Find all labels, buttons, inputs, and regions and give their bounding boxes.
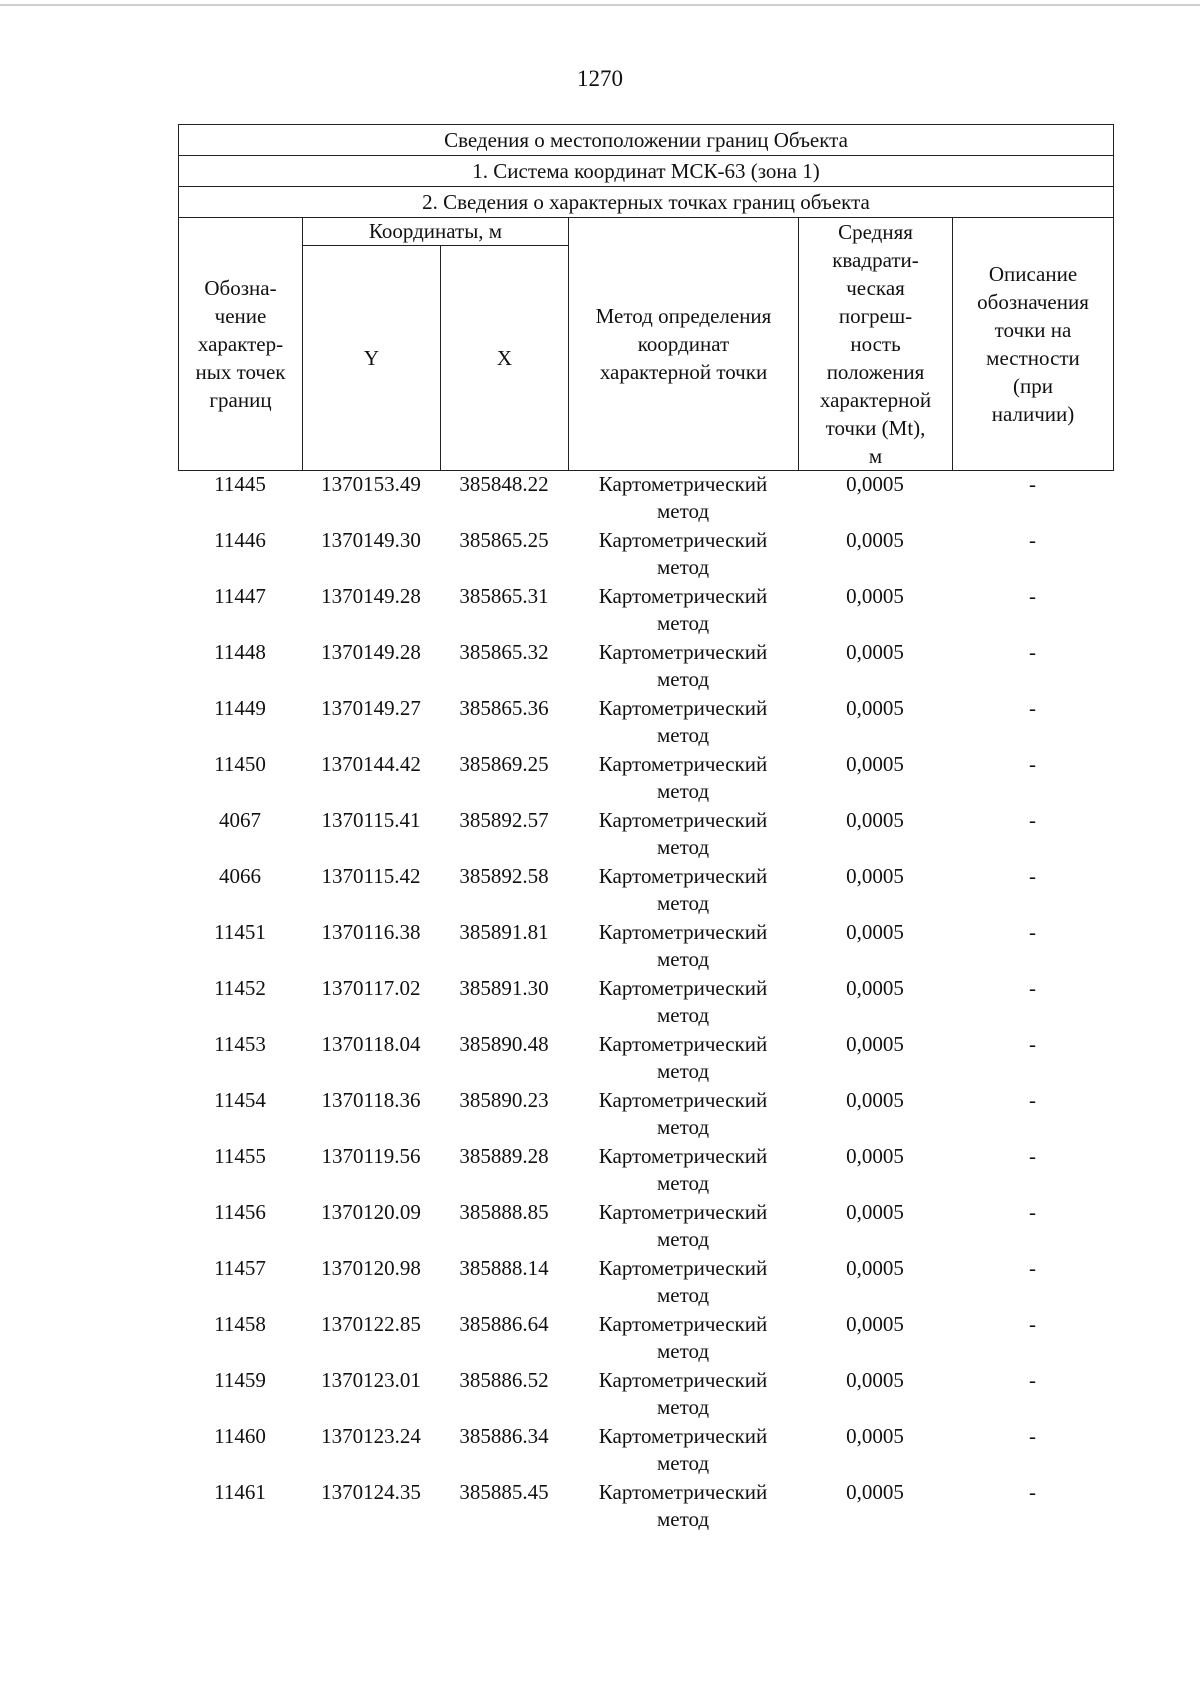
description-cell: - [1029, 1032, 1036, 1056]
column-header-designation: Обозна- чение характер- ных точек границ [179, 218, 303, 471]
method-line: Картометрический [598, 584, 768, 608]
coord-x-cell: 385886.52 [459, 1368, 549, 1392]
method-line: Картометрический [598, 864, 768, 888]
method-cell [568, 527, 798, 583]
point-id-cell: 4067 [219, 808, 261, 832]
error-cell: 0,0005 [846, 1312, 904, 1336]
point-id-cell: 11455 [214, 1144, 266, 1168]
description-cell: - [1029, 920, 1036, 944]
description-cell: - [1029, 864, 1036, 888]
method-cell [568, 471, 798, 527]
point-id-cell: 4066 [219, 864, 261, 888]
description-cell: - [1029, 808, 1036, 832]
method-line: Картометрический [598, 1032, 768, 1056]
coord-y-cell: 1370122.85 [321, 1312, 421, 1336]
method-line: метод [656, 1171, 710, 1195]
method-line: метод [656, 667, 710, 691]
error-cell: 0,0005 [846, 1144, 904, 1168]
error-cell: 0,0005 [846, 976, 904, 1000]
table-row [178, 527, 1113, 583]
coord-y-cell: 1370118.04 [321, 1032, 421, 1056]
method-line: метод [656, 779, 710, 803]
column-header-coordinates: Координаты, м [303, 218, 569, 246]
point-id-cell: 11445 [214, 472, 266, 496]
column-header-y: Y [303, 246, 441, 471]
coordinate-system: 1. Система координат МСК-63 (зона 1) [179, 156, 1114, 187]
error-cell: 0,0005 [846, 1424, 904, 1448]
coord-x-cell: 385865.32 [459, 640, 549, 664]
point-id-cell: 11450 [214, 752, 266, 776]
coord-x-cell: 385890.48 [459, 1032, 549, 1056]
coord-y-cell: 1370118.36 [321, 1088, 421, 1112]
method-line: Картометрический [598, 1256, 768, 1280]
method-cell [568, 1031, 798, 1087]
error-cell: 0,0005 [846, 1088, 904, 1112]
section-title: 2. Сведения о характерных точках границ объекта [179, 187, 1114, 218]
table-row [178, 863, 1113, 919]
point-id-cell: 11451 [214, 920, 266, 944]
column-header-x: X [441, 246, 569, 471]
table-row [178, 919, 1113, 975]
description-cell: - [1029, 1368, 1036, 1392]
coord-y-cell: 1370123.24 [321, 1424, 421, 1448]
point-id-cell: 11456 [214, 1200, 266, 1224]
method-cell [568, 695, 798, 751]
point-id-cell: 11446 [214, 528, 266, 552]
coord-x-cell: 385848.22 [459, 472, 549, 496]
table-row [178, 1087, 1113, 1143]
method-line: метод [656, 1283, 710, 1307]
method-line: Картометрический [598, 1480, 768, 1504]
description-cell: - [1029, 752, 1036, 776]
method-cell [568, 1199, 798, 1255]
coord-y-cell: 1370115.41 [321, 808, 421, 832]
coord-y-cell: 1370120.09 [321, 1200, 421, 1224]
table-row [178, 751, 1113, 807]
method-line: Картометрический [598, 1144, 768, 1168]
method-line: Картометрический [598, 920, 768, 944]
method-line: Картометрический [598, 808, 768, 832]
coord-y-cell: 1370117.02 [321, 976, 421, 1000]
description-cell: - [1029, 1200, 1036, 1224]
method-line: метод [656, 1339, 710, 1363]
description-cell: - [1029, 1480, 1036, 1504]
method-cell [568, 863, 798, 919]
table-row [178, 1143, 1113, 1199]
table-row [178, 1031, 1113, 1087]
description-cell: - [1029, 472, 1036, 496]
description-cell: - [1029, 976, 1036, 1000]
method-cell [568, 1423, 798, 1479]
error-cell: 0,0005 [846, 808, 904, 832]
method-line: метод [656, 499, 710, 523]
method-line: Картометрический [598, 1368, 768, 1392]
coord-y-cell: 1370149.30 [321, 528, 421, 552]
coord-y-cell: 1370149.28 [321, 640, 421, 664]
table-row [178, 639, 1113, 695]
coord-x-cell: 385890.23 [459, 1088, 549, 1112]
method-line: метод [656, 1395, 710, 1419]
point-id-cell: 11461 [214, 1480, 266, 1504]
description-cell: - [1029, 1088, 1036, 1112]
coord-x-cell: 385892.57 [459, 808, 549, 832]
method-line: Картометрический [598, 1424, 768, 1448]
coord-y-cell: 1370144.42 [321, 752, 421, 776]
coord-y-cell: 1370153.49 [321, 472, 421, 496]
point-id-cell: 11454 [214, 1088, 266, 1112]
method-line: метод [656, 723, 710, 747]
description-cell: - [1029, 696, 1036, 720]
table-row [178, 1367, 1113, 1423]
method-line: Картометрический [598, 472, 768, 496]
method-line: метод [656, 891, 710, 915]
error-cell: 0,0005 [846, 1480, 904, 1504]
method-cell [568, 1087, 798, 1143]
table-header [178, 124, 1114, 471]
point-id-cell: 11453 [214, 1032, 266, 1056]
table-row [178, 1479, 1113, 1535]
method-line: метод [656, 1059, 710, 1083]
method-cell [568, 639, 798, 695]
table-row [178, 975, 1113, 1031]
error-cell: 0,0005 [846, 1032, 904, 1056]
description-cell: - [1029, 1144, 1036, 1168]
description-cell: - [1029, 1312, 1036, 1336]
error-cell: 0,0005 [846, 1368, 904, 1392]
coord-y-cell: 1370124.35 [321, 1480, 421, 1504]
point-id-cell: 11447 [214, 584, 266, 608]
method-line: метод [656, 1115, 710, 1139]
method-line: Картометрический [598, 976, 768, 1000]
error-cell: 0,0005 [846, 864, 904, 888]
method-line: метод [656, 555, 710, 579]
coord-y-cell: 1370116.38 [321, 920, 421, 944]
coord-x-cell: 385865.25 [459, 528, 549, 552]
table-row [178, 1199, 1113, 1255]
coord-x-cell: 385865.31 [459, 584, 549, 608]
coord-x-cell: 385889.28 [459, 1144, 549, 1168]
coord-x-cell: 385886.64 [459, 1312, 549, 1336]
table-row [178, 1311, 1113, 1367]
method-cell [568, 583, 798, 639]
method-line: Картометрический [598, 696, 768, 720]
method-line: метод [656, 1227, 710, 1251]
point-id-cell: 11452 [214, 976, 266, 1000]
description-cell: - [1029, 640, 1036, 664]
method-line: метод [656, 1003, 710, 1027]
method-line: Картометрический [598, 1088, 768, 1112]
error-cell: 0,0005 [846, 584, 904, 608]
table-title: Сведения о местоположении границ Объекта [179, 125, 1114, 156]
method-line: метод [656, 1451, 710, 1475]
coord-y-cell: 1370149.28 [321, 584, 421, 608]
coord-x-cell: 385888.85 [459, 1200, 549, 1224]
point-id-cell: 11460 [214, 1424, 266, 1448]
method-line: Картометрический [598, 528, 768, 552]
column-header-method: Метод определения координат характерной точки [569, 218, 799, 471]
column-header-description: Описание обозначения точки на местности (при наличии) [953, 218, 1114, 471]
coord-y-cell: 1370123.01 [321, 1368, 421, 1392]
coord-y-cell: 1370120.98 [321, 1256, 421, 1280]
method-cell [568, 1143, 798, 1199]
table-row [178, 695, 1113, 751]
coordinates-table [178, 471, 1113, 1535]
method-cell [568, 1311, 798, 1367]
coord-x-cell: 385891.30 [459, 976, 549, 1000]
page-number: 1270 [577, 66, 623, 91]
table-row [178, 471, 1113, 527]
method-cell [568, 807, 798, 863]
method-cell [568, 1367, 798, 1423]
coord-x-cell: 385892.58 [459, 864, 549, 888]
error-cell: 0,0005 [846, 1256, 904, 1280]
description-cell: - [1029, 528, 1036, 552]
coord-y-cell: 1370119.56 [321, 1144, 421, 1168]
table-row [178, 583, 1113, 639]
point-id-cell: 11449 [214, 696, 266, 720]
table-row [178, 1423, 1113, 1479]
error-cell: 0,0005 [846, 1200, 904, 1224]
coord-x-cell: 385865.36 [459, 696, 549, 720]
coord-y-cell: 1370149.27 [321, 696, 421, 720]
point-id-cell: 11448 [214, 640, 266, 664]
coord-y-cell: 1370115.42 [321, 864, 421, 888]
coord-x-cell: 385886.34 [459, 1424, 549, 1448]
coord-x-cell: 385869.25 [459, 752, 549, 776]
error-cell: 0,0005 [846, 696, 904, 720]
coord-x-cell: 385885.45 [459, 1480, 549, 1504]
point-id-cell: 11459 [214, 1368, 266, 1392]
description-cell: - [1029, 1424, 1036, 1448]
method-cell [568, 1479, 798, 1535]
coord-x-cell: 385888.14 [459, 1256, 549, 1280]
scan-edge-line [0, 4, 1200, 6]
coord-x-cell: 385891.81 [459, 920, 549, 944]
error-cell: 0,0005 [846, 920, 904, 944]
method-line: Картометрический [598, 1312, 768, 1336]
method-line: метод [656, 947, 710, 971]
error-cell: 0,0005 [846, 528, 904, 552]
error-cell: 0,0005 [846, 472, 904, 496]
error-cell: 0,0005 [846, 752, 904, 776]
description-cell: - [1029, 1256, 1036, 1280]
method-line: метод [656, 835, 710, 859]
error-cell: 0,0005 [846, 640, 904, 664]
method-line: Картометрический [598, 640, 768, 664]
method-line: метод [656, 611, 710, 635]
method-line: Картометрический [598, 1200, 768, 1224]
method-line: метод [656, 1507, 710, 1531]
table-row [178, 807, 1113, 863]
method-cell [568, 919, 798, 975]
column-header-error: Средняя квадрати- ческая погреш- ность положения характерной точки (Mt), м [799, 218, 953, 471]
point-id-cell: 11457 [214, 1256, 266, 1280]
point-id-cell: 11458 [214, 1312, 266, 1336]
method-cell [568, 1255, 798, 1311]
method-cell [568, 975, 798, 1031]
description-cell: - [1029, 584, 1036, 608]
method-cell [568, 751, 798, 807]
table-row [178, 1255, 1113, 1311]
method-line: Картометрический [598, 752, 768, 776]
